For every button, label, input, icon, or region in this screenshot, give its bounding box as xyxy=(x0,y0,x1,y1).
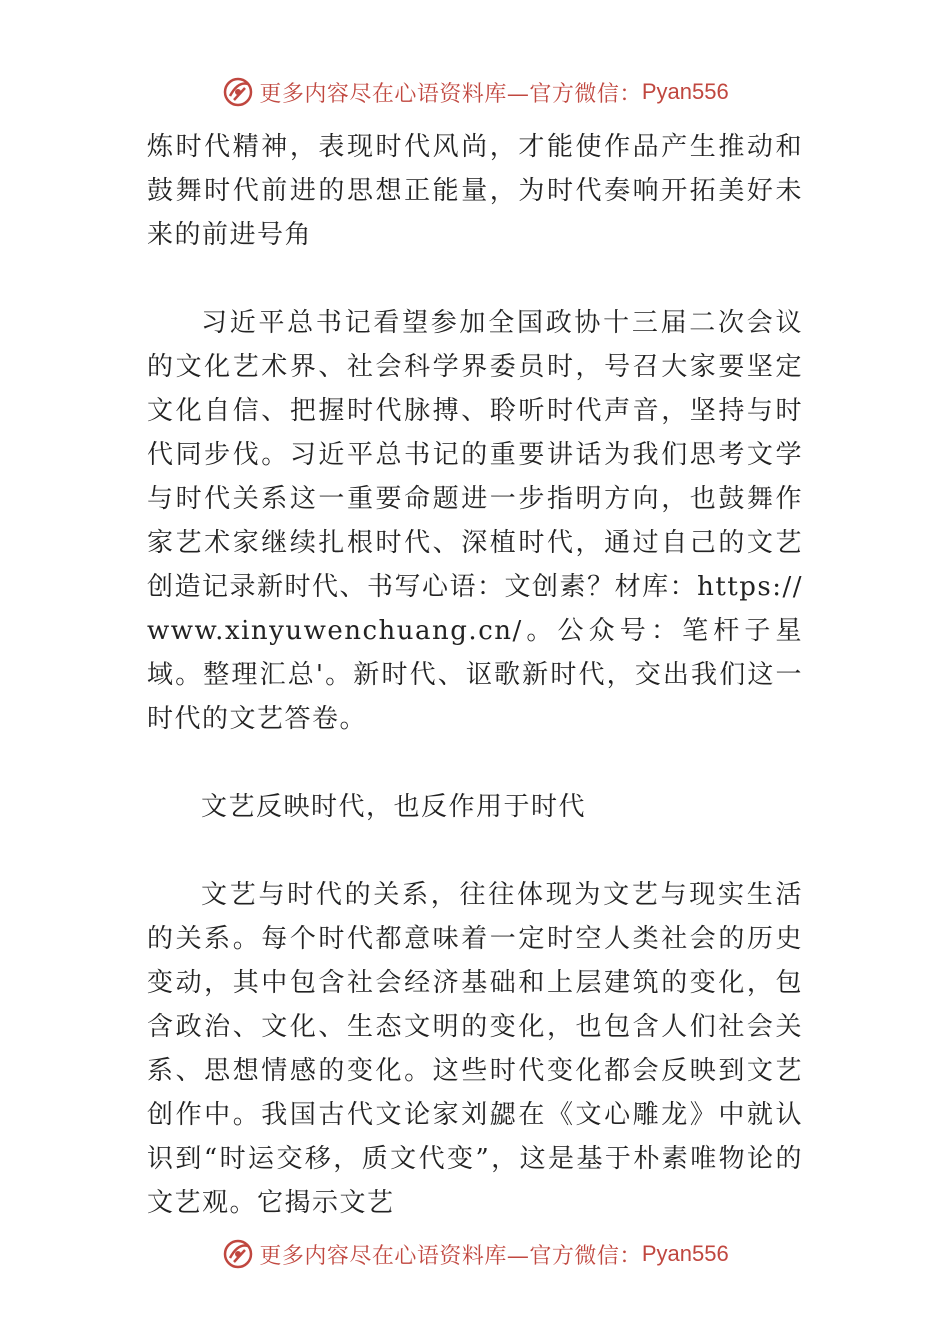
footer-banner-text: 更多内容尽在心语资料库—官方微信： xyxy=(259,1243,642,1269)
section-heading: 文艺反映时代，也反作用于时代 xyxy=(201,792,587,822)
header-banner xyxy=(0,70,950,114)
footer-banner xyxy=(0,1232,950,1276)
paragraph-continuation: 炼时代精神，表现时代风尚，才能使作品产生推动和鼓舞时代前进的思想正能量，为时代奏响开拓美好未来的前进号角 xyxy=(147,132,803,250)
header-banner-handle: Pyan556 xyxy=(641,79,729,104)
paragraph-speech: 习近平总书记看望参加全国政协十三届二次会议的文化艺术界、社会科学界委员时，号召大家要坚定文化自信、把握时代脉搏、聆听时代声音，坚持与时代同步伐。习近平总书记的重要讲话为我们思考文学与时代关系这一重要命题进一步指明方向，也鼓舞作家艺术家继续扎根时代、深植时代，通过自己的文艺创造记录新时代、书写心语：文创素？材库：https://www.xinyuwenchuang.cn/。公众号：笔杆子星域。整理汇总'。新时代、讴歌新时代，交出我们这一时代的文艺答卷。 xyxy=(147,308,803,734)
footer-banner-handle: Pyan556 xyxy=(641,1241,729,1266)
paragraph-gap xyxy=(147,257,803,301)
paragraph-relationship: 文艺与时代的关系，往往体现为文艺与现实生活的关系。每个时代都意味着一定时空人类社会的历史变动，其中包含社会经济基础和上层建筑的变化，包含政治、文化、生态文明的变化，也包含人们社会关系、思想情感的变化。这些时代变化都会反映到文艺创作中。我国古代文论家刘勰在《文心雕龙》中就认识到“时运交移，质文代变”，这是基于朴素唯物论的文艺观。它揭示文艺 xyxy=(147,880,803,1218)
header-banner-text: 更多内容尽在心语资料库—官方微信： xyxy=(259,81,642,107)
library-logo-icon xyxy=(221,1237,255,1271)
document-body xyxy=(147,125,803,1225)
paragraph-gap xyxy=(147,829,803,873)
library-logo-icon xyxy=(221,75,255,109)
paragraph-gap xyxy=(147,741,803,785)
